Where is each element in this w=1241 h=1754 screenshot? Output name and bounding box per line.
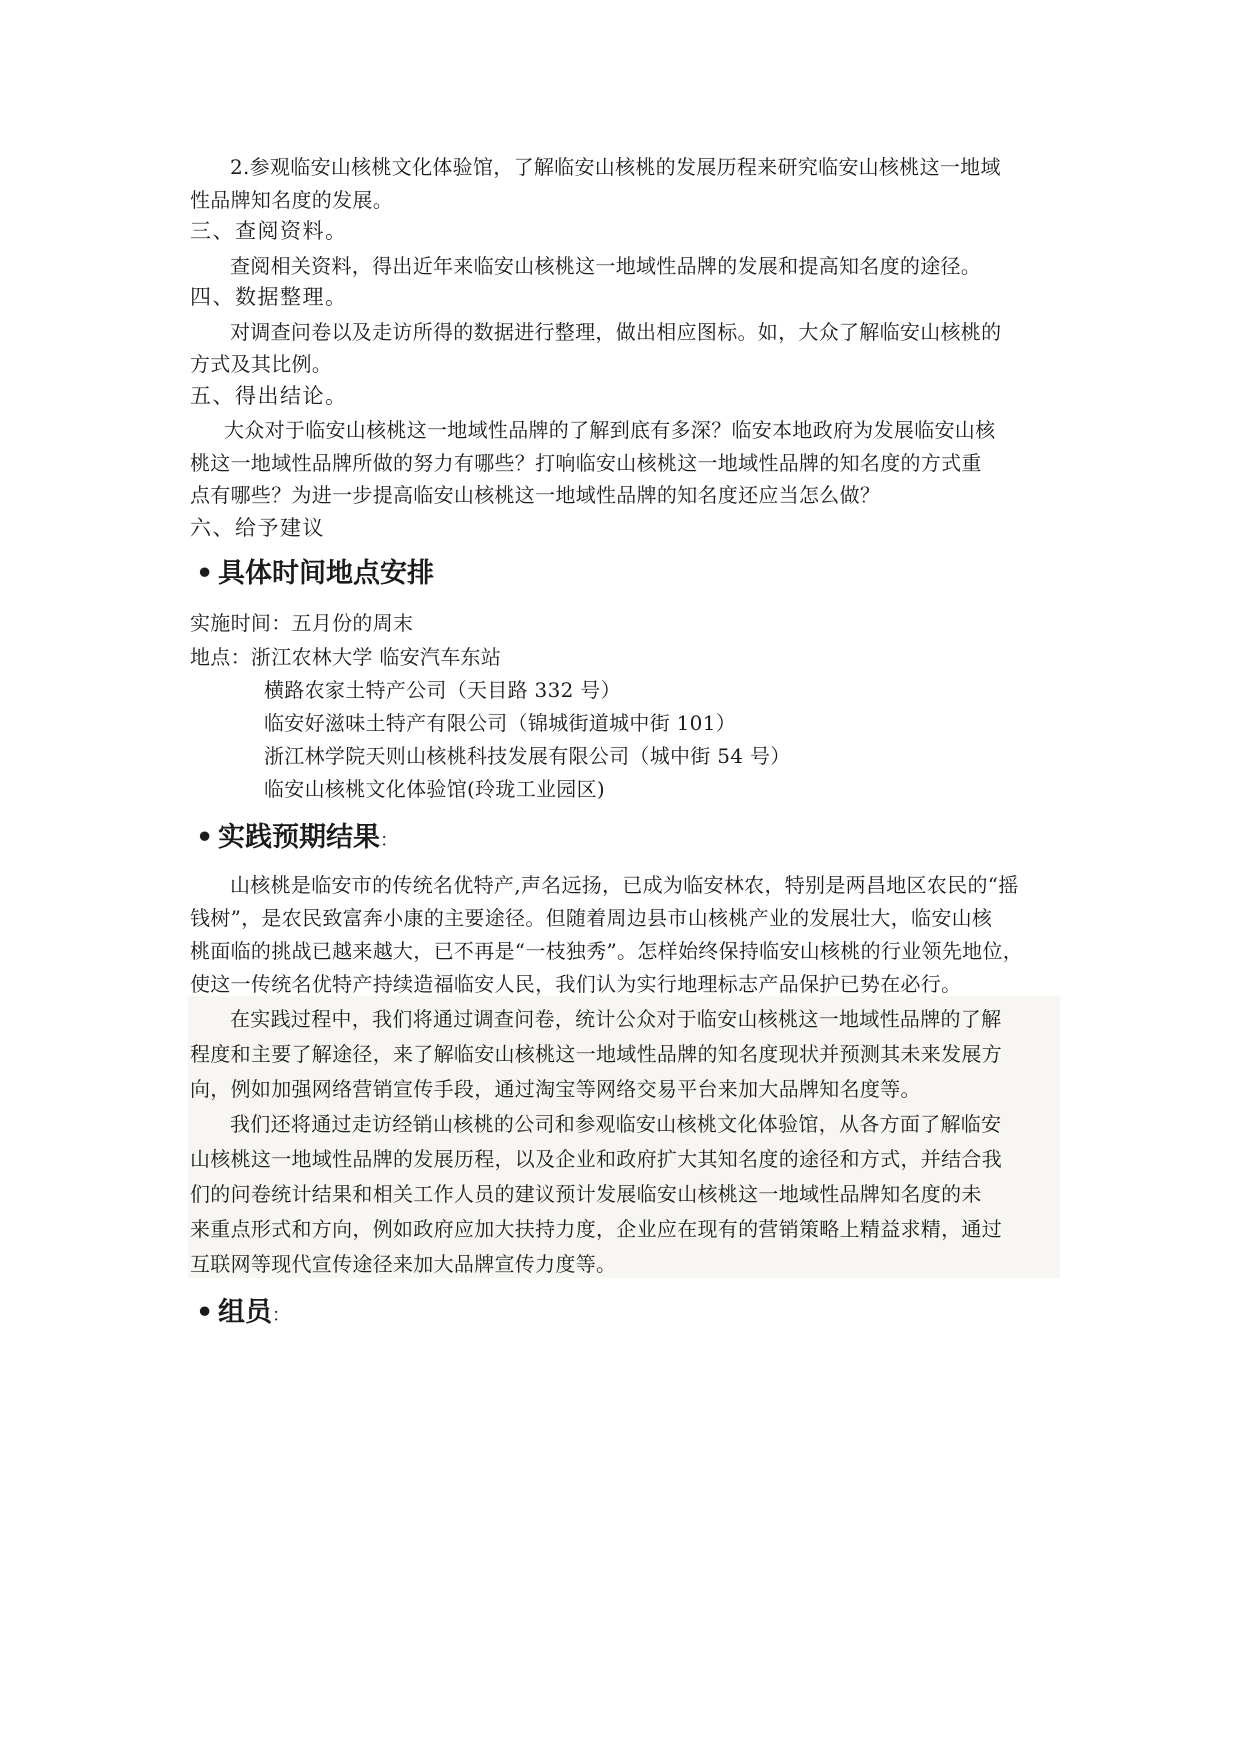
result-paragraph-2-line-3: 向，例如加强网络营销宣传手段，通过淘宝等网络交易平台来加大品牌知名度等。 <box>190 1077 921 1101</box>
section-4-text-line-2: 方式及其比例。 <box>190 352 333 376</box>
result-paragraph-3-line-4: 来重点形式和方向，例如政府应加大扶持力度，企业应在现有的营销策略上精益求精，通过 <box>190 1217 1002 1241</box>
expected-result-heading <box>196 820 398 859</box>
schedule-place-line-3: 临安好滋味土特产有限公司（锦城街道城中街 101） <box>264 711 737 735</box>
schedule-time: 实施时间：五月份的周末 <box>190 611 414 635</box>
bullet-icon: • <box>196 822 214 853</box>
heading-colon: ： <box>380 830 398 851</box>
section-5-text-line-2: 桃这一地域性品牌所做的努力有哪些？打响临安山核桃这一地域性品牌的知名度的方式重 <box>190 451 982 475</box>
section-3-heading: 三、查阅资料。 <box>190 219 348 243</box>
result-paragraph-1-line-4: 使这一传统名优特产持续造福临安人民，我们认为实行地理标志产品保护已势在必行。 <box>190 972 962 996</box>
result-paragraph-1-line-1: 山核桃是临安市的传统名优特产,声名远扬，已成为临安林农，特别是两昌地区农民的“摇 <box>230 873 1019 897</box>
result-paragraph-3-line-5: 互联网等现代宣传途径来加大品牌宣传力度等。 <box>190 1252 617 1276</box>
section-5-text-line-1: 大众对于临安山核桃这一地域性品牌的了解到底有多深？临安本地政府为发展临安山核 <box>224 418 996 442</box>
bullet-icon: • <box>196 558 214 589</box>
members-heading-text: 组员 <box>218 1297 272 1328</box>
schedule-place-line-1: 地点：浙江农林大学 临安汽车东站 <box>190 645 502 669</box>
schedule-place-line-4: 浙江林学院天则山核桃科技发展有限公司（城中街 54 号） <box>264 744 791 768</box>
step-2-text-line-1: 2.参观临安山核桃文化体验馆，了解临安山核桃的发展历程来研究临安山核桃这一地域 <box>230 155 1001 179</box>
result-paragraph-1-line-2: 钱树”，是农民致富奔小康的主要途径。但随着周边县市山核桃产业的发展壮大，临安山核 <box>190 906 993 930</box>
section-4-text-line-1: 对调查问卷以及走访所得的数据进行整理，做出相应图标。如，大众了解临安山核桃的 <box>230 320 1002 344</box>
heading-colon: ： <box>272 1305 290 1326</box>
schedule-heading-text: 具体时间地点安排 <box>218 558 434 589</box>
result-paragraph-3-line-3: 们的问卷统计结果和相关工作人员的建议预计发展临安山核桃这一地域性品牌知名度的未 <box>190 1182 982 1206</box>
result-paragraph-1-line-3: 桃面临的挑战已越来越大，已不再是“一枝独秀”。怎样始终保持临安山核桃的行业领先地位， <box>190 939 1024 963</box>
members-heading <box>196 1295 290 1334</box>
schedule-place-line-5: 临安山核桃文化体验馆(玲珑工业园区) <box>264 777 606 801</box>
schedule-place-line-2: 横路农家土特产公司（天目路 332 号） <box>264 678 621 702</box>
section-3-text: 查阅相关资料，得出近年来临安山核桃这一地域性品牌的发展和提高知名度的途径。 <box>230 254 982 278</box>
section-5-text-line-3: 点有哪些？为进一步提高临安山核桃这一地域性品牌的知名度还应当怎么做？ <box>190 483 881 507</box>
step-2-text-line-2: 性品牌知名度的发展。 <box>190 188 393 212</box>
result-paragraph-2-line-2: 程度和主要了解途径，来了解临安山核桃这一地域性品牌的知名度现状并预测其未来发展方 <box>190 1042 1002 1066</box>
schedule-heading <box>196 556 434 592</box>
result-paragraph-3-line-1: 我们还将通过走访经销山核桃的公司和参观临安山核桃文化体验馆，从各方面了解临安 <box>230 1112 1002 1136</box>
bullet-icon: • <box>196 1297 214 1328</box>
result-paragraph-2-line-1: 在实践过程中，我们将通过调查问卷，统计公众对于临安山核桃这一地域性品牌的了解 <box>230 1007 1002 1031</box>
section-6-heading: 六、给予建议 <box>190 516 325 540</box>
result-paragraph-3-line-2: 山核桃这一地域性品牌的发展历程，以及企业和政府扩大其知名度的途径和方式，并结合我 <box>190 1147 1002 1171</box>
section-5-heading: 五、得出结论。 <box>190 384 348 408</box>
section-4-heading: 四、数据整理。 <box>190 285 348 309</box>
expected-result-heading-text: 实践预期结果 <box>218 822 380 853</box>
